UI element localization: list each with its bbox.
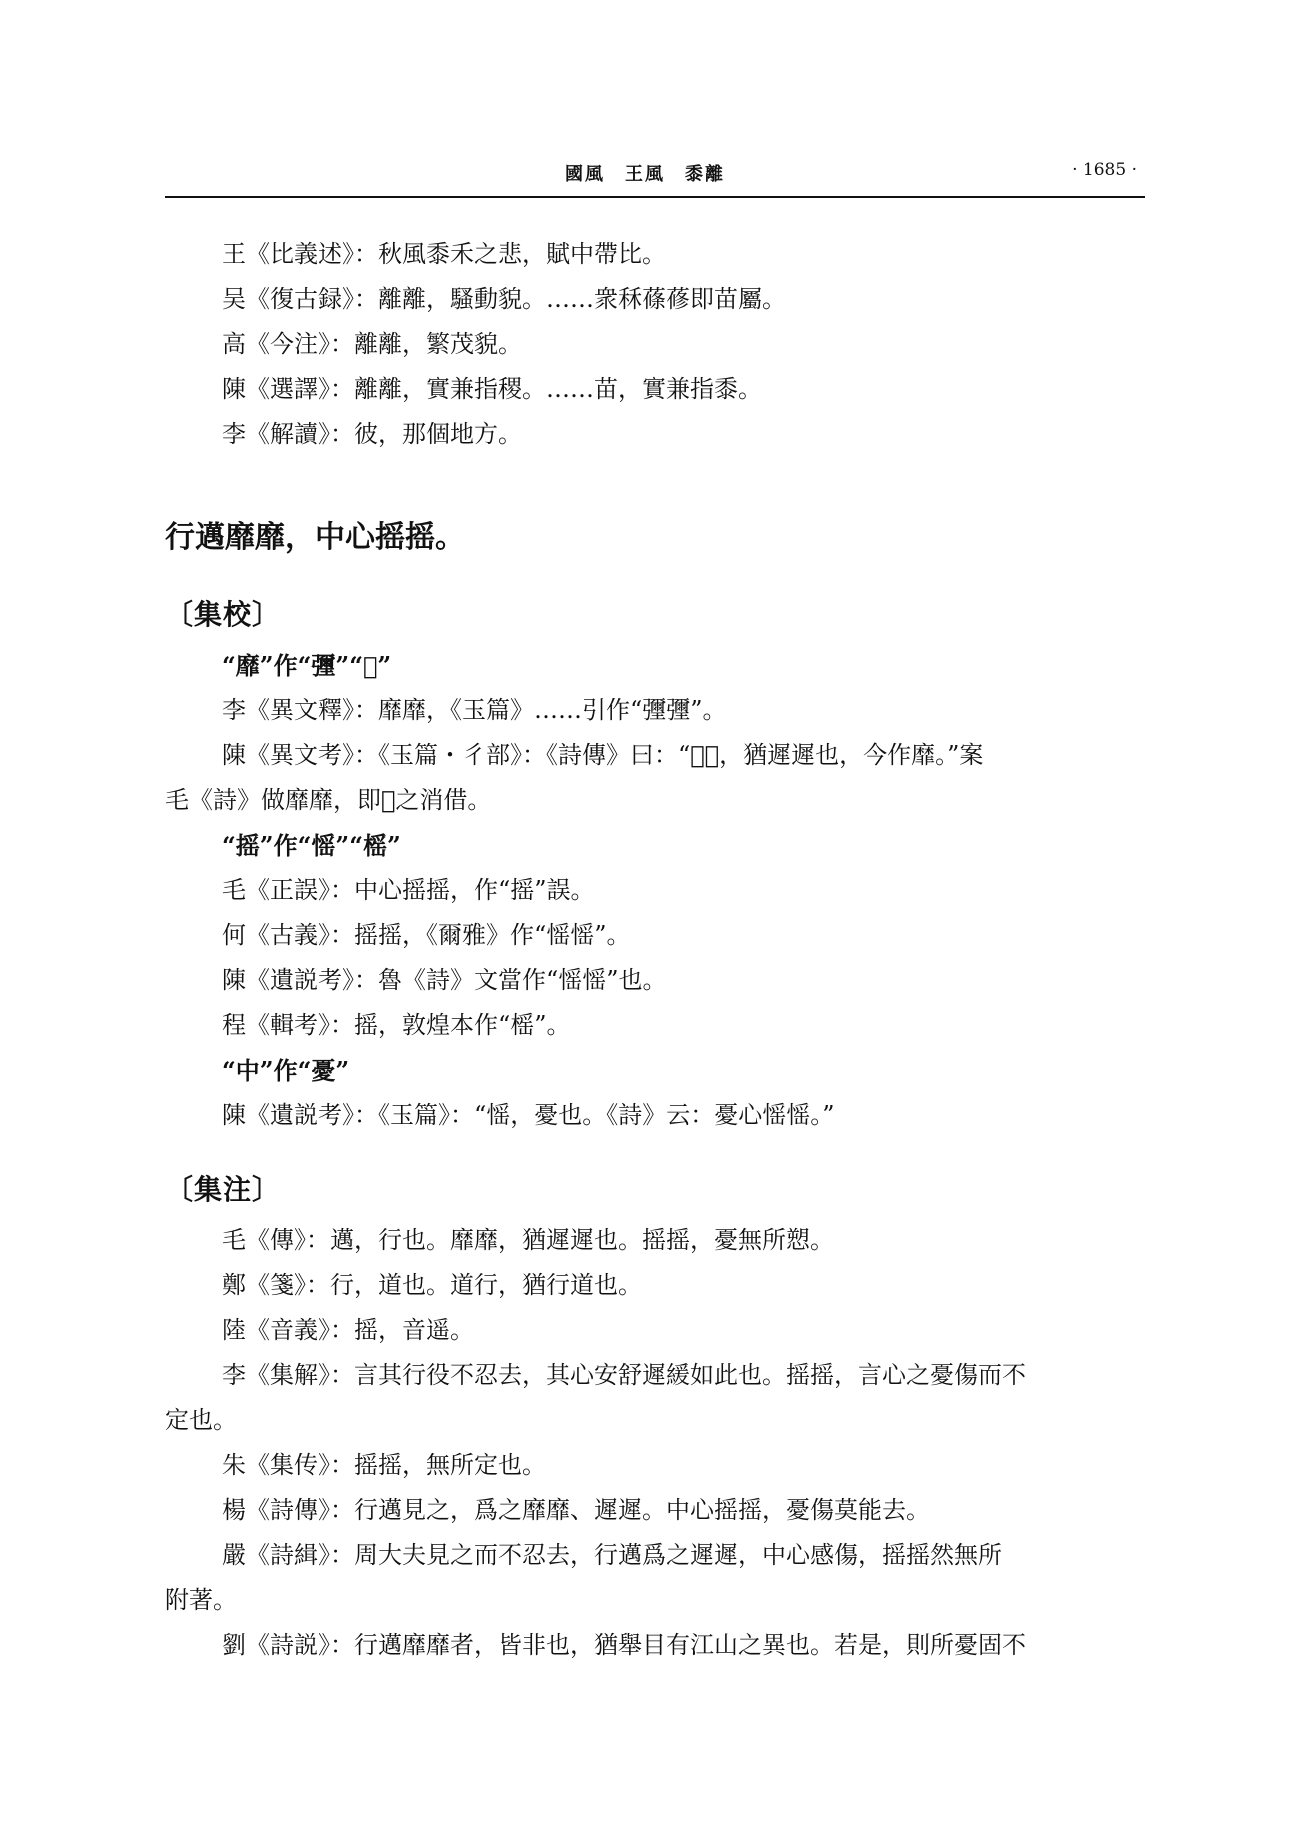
- page-body: [165, 232, 1145, 1668]
- jizhu-line: 陸《音義》：摇，音遥。: [222, 1316, 474, 1344]
- jizhu-line: 李《集解》：言其行役不忍去，其心安舒遲緩如此也。摇摇，言心之憂傷而不: [222, 1361, 1026, 1389]
- jizhu-line: 附著。: [165, 1586, 237, 1614]
- jijiao-line: 陳《異文考》：《玉篇・彳部》：《詩傳》曰：“𢕁𢕁，猶遲遲也，今作靡。”案: [222, 741, 984, 769]
- jijiao-line: 陳《遺説考》：《玉篇》：“愮，憂也。《詩》云：憂心愮愮。”: [222, 1101, 835, 1129]
- jizhu-line: 劉《詩説》：行邁靡靡者，皆非也，猶舉目有江山之異也。若是，則所憂固不: [222, 1631, 1026, 1659]
- variant-heading: “靡”作“㣆”“𢕁”: [222, 651, 392, 680]
- jizhu-heading: 〔集注〕: [165, 1173, 282, 1206]
- variant-heading: “摇”作“愮”“榣”: [222, 831, 401, 860]
- header-rule: [165, 196, 1145, 198]
- jizhu-line: 鄭《箋》：行，道也。道行，猶行道也。: [222, 1271, 642, 1299]
- running-title: 國風 王風 黍離: [565, 164, 725, 185]
- jijiao-heading: 〔集校〕: [165, 598, 282, 631]
- intro-line: 高《今注》：離離，繁茂貌。: [222, 330, 522, 358]
- jizhu-line: 朱《集传》：摇摇，無所定也。: [222, 1451, 546, 1479]
- intro-line: 吴《復古録》：離離，騷動貌。……衆秝蓧蓚即苗屬。: [222, 285, 786, 313]
- variant-heading: “中”作“憂”: [222, 1056, 350, 1085]
- jizhu-line: 楊《詩傳》：行邁見之，爲之靡靡、遲遲。中心摇摇，憂傷莫能去。: [222, 1496, 930, 1524]
- jizhu-line: 毛《傳》：邁，行也。靡靡，猶遲遲也。摇摇，憂無所愬。: [222, 1226, 834, 1254]
- intro-line: 李《解讀》：彼，那個地方。: [222, 420, 522, 448]
- jijiao-line: 毛《正誤》：中心摇摇，作“摇”誤。: [222, 876, 595, 904]
- page-number: · 1685 ·: [1072, 160, 1137, 180]
- verse-heading: 行邁靡靡，中心摇摇。: [165, 520, 465, 555]
- page-header: [165, 158, 1145, 192]
- jijiao-line: 李《異文釋》：靡靡，《玉篇》……引作“㣆㣆”。: [222, 696, 727, 724]
- jijiao-line: 程《輯考》：摇，敦煌本作“榣”。: [222, 1011, 571, 1039]
- jizhu-line: 嚴《詩緝》：周大夫見之而不忍去，行邁爲之遲遲，中心感傷，摇摇然無所: [222, 1541, 1002, 1569]
- jijiao-line: 何《古義》：摇摇，《爾雅》作“愮愮”。: [222, 921, 631, 949]
- jizhu-line: 定也。: [165, 1406, 237, 1434]
- jijiao-line: 陳《遺説考》：魯《詩》文當作“愮愮”也。: [222, 966, 667, 994]
- jijiao-line: 毛《詩》做靡靡，即𢕁之消借。: [165, 786, 492, 814]
- intro-line: 王《比義述》：秋風黍禾之悲，賦中帶比。: [222, 240, 666, 268]
- intro-line: 陳《選譯》：離離，實兼指稷。……苗，實兼指黍。: [222, 375, 762, 403]
